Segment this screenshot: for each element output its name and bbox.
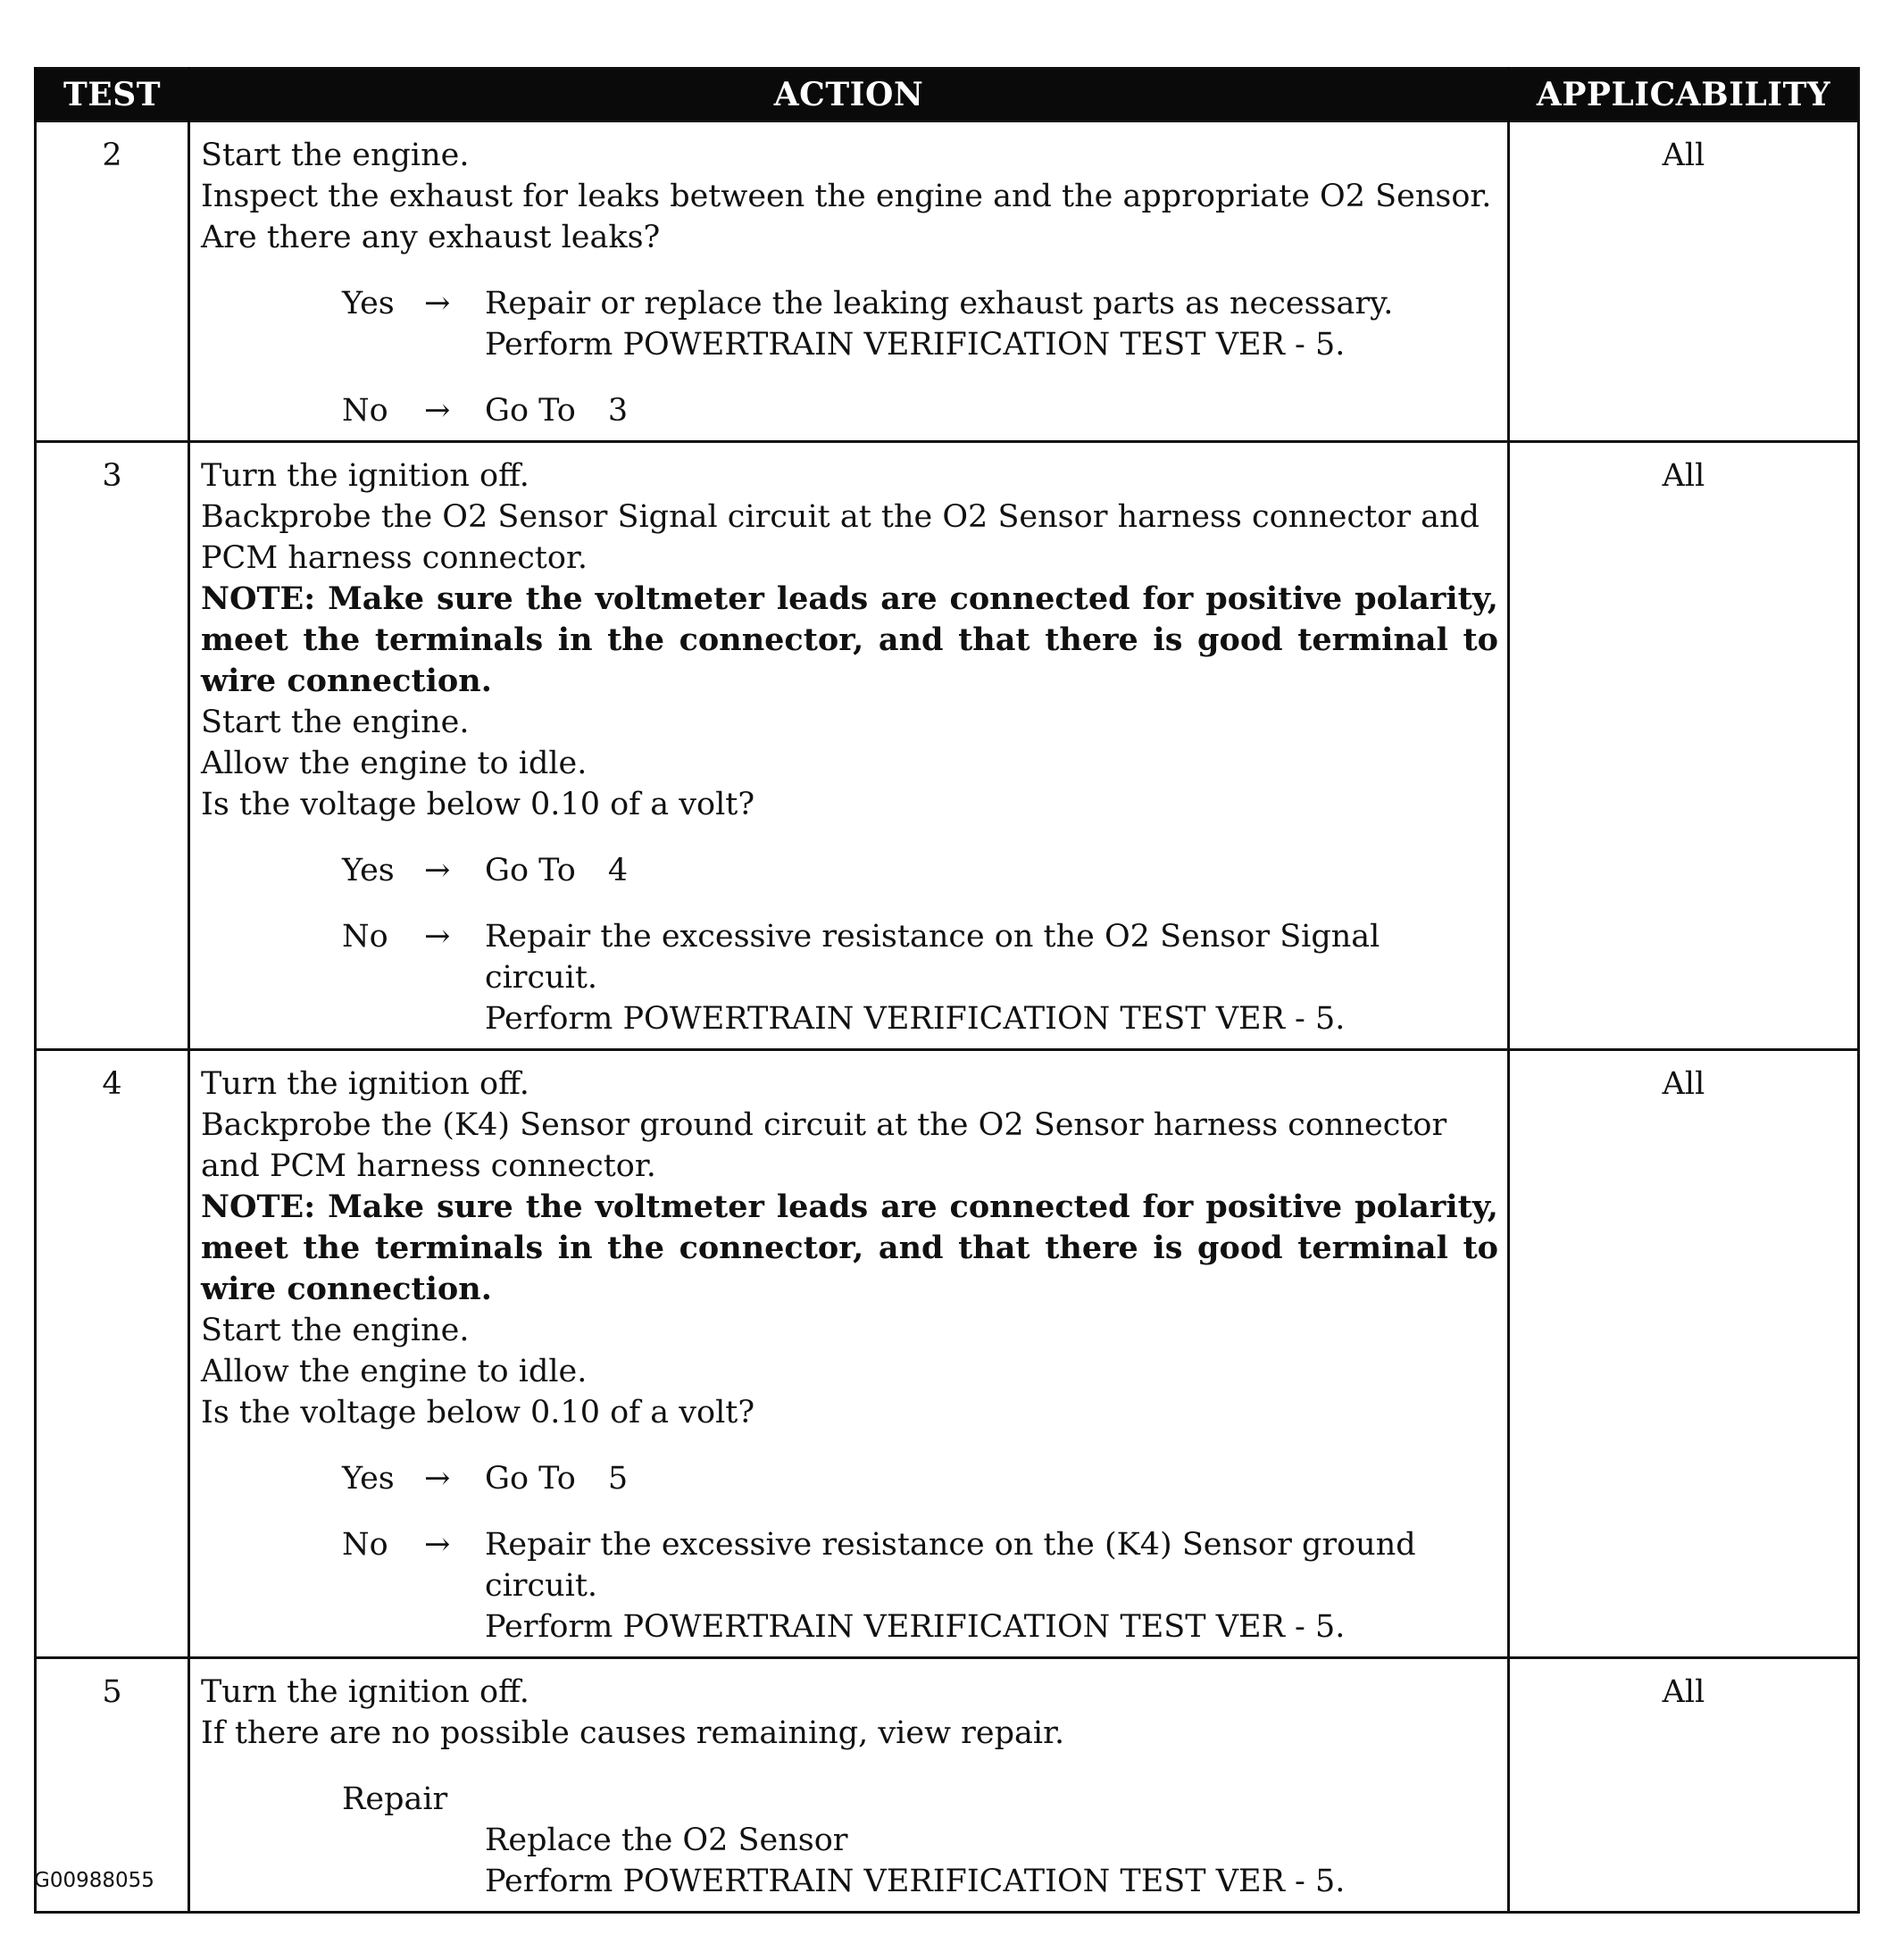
- action-step: Inspect the exhaust for leaks between the engine and the appropriate O2 Sensor.: [201, 179, 1492, 214]
- test-number: 2: [36, 121, 189, 442]
- applicability-value: All: [1509, 1658, 1859, 1913]
- note-text: NOTE: Make sure the voltmeter leads are connected for positive polarity, meet the terminals in the connector, and that there is good terminal to wire connection.: [201, 1189, 1498, 1307]
- goto-result: [485, 850, 1498, 891]
- action-cell: [189, 442, 1509, 1050]
- goto-test-number: 4: [607, 853, 629, 888]
- no-label: No: [342, 1527, 388, 1563]
- action-step: Turn the ignition off.: [201, 1066, 529, 1102]
- no-branch: [342, 1524, 1498, 1647]
- applicability-value: All: [1509, 121, 1859, 442]
- action-step: Start the engine.: [201, 1313, 470, 1348]
- yes-branch: [342, 850, 1498, 891]
- yes-label: Yes: [342, 1461, 395, 1497]
- repair-line: Perform POWERTRAIN VERIFICATION TEST VER - 5.: [485, 1864, 1346, 1899]
- diagnostic-test-table: [34, 67, 1860, 1914]
- yes-branch: [342, 1458, 1498, 1499]
- arrow-right-icon: →: [424, 853, 451, 888]
- table-row: [36, 1658, 1859, 1913]
- repair-block: [342, 1779, 1498, 1902]
- yes-label: Yes: [342, 286, 395, 321]
- test-number: 5: [36, 1658, 189, 1913]
- arrow-right-icon: →: [424, 286, 451, 321]
- no-label: No: [342, 919, 388, 955]
- applicability-value: All: [1509, 442, 1859, 1050]
- action-cell: [189, 1658, 1509, 1913]
- action-step: Turn the ignition off.: [201, 458, 529, 494]
- arrow-right-icon: →: [424, 919, 451, 955]
- goto-test-number: 5: [607, 1461, 629, 1497]
- goto-result: [485, 1458, 1498, 1499]
- goto-label: Go To: [485, 853, 576, 888]
- diagnostic-table-container: [34, 67, 1857, 1914]
- no-branch: [342, 390, 1498, 431]
- branch-result: [485, 283, 1498, 365]
- header-action: ACTION: [189, 69, 1509, 121]
- action-step: Start the engine.: [201, 705, 470, 740]
- test-number: 3: [36, 442, 189, 1050]
- no-branch: [342, 916, 1498, 1039]
- action-step: Backprobe the (K4) Sensor ground circuit at the O2 Sensor harness connector and PCM harness connector.: [201, 1107, 1447, 1184]
- action-step: Start the engine.: [201, 138, 470, 173]
- repair-instructions: [485, 1820, 1498, 1902]
- branch-result-line: Repair or replace the leaking exhaust parts as necessary.: [485, 286, 1394, 321]
- action-question: Is the voltage below 0.10 of a volt?: [201, 1395, 755, 1430]
- table-row: [36, 121, 1859, 442]
- note-text: NOTE: Make sure the voltmeter leads are connected for positive polarity, meet the terminals in the connector, and that there is good terminal to wire connection.: [201, 580, 1498, 699]
- applicability-value: All: [1509, 1050, 1859, 1658]
- action-cell: [189, 121, 1509, 442]
- branch-result-line: Repair the excessive resistance on the O2 Sensor Signal circuit.: [485, 919, 1380, 996]
- header-test: TEST: [36, 69, 189, 121]
- action-step: Allow the engine to idle.: [201, 746, 588, 781]
- goto-label: Go To: [485, 393, 576, 429]
- branch-result: [485, 916, 1498, 1039]
- header-applicability: APPLICABILITY: [1509, 69, 1859, 121]
- test-number: 4: [36, 1050, 189, 1658]
- action-question: Is the voltage below 0.10 of a volt?: [201, 787, 755, 822]
- arrow-right-icon: →: [424, 393, 451, 429]
- arrow-right-icon: →: [424, 1461, 451, 1497]
- table-header: [36, 69, 1859, 121]
- branch-result-line: Perform POWERTRAIN VERIFICATION TEST VER - 5.: [485, 327, 1346, 363]
- goto-result: [485, 390, 1498, 431]
- action-step: If there are no possible causes remaining, view repair.: [201, 1715, 1065, 1751]
- action-cell: [189, 1050, 1509, 1658]
- action-step: Backprobe the O2 Sensor Signal circuit at the O2 Sensor harness connector and PCM harness connector.: [201, 499, 1480, 576]
- branch-result: [485, 1524, 1498, 1647]
- arrow-right-icon: →: [424, 1527, 451, 1563]
- action-step: Turn the ignition off.: [201, 1674, 529, 1710]
- action-step: Allow the engine to idle.: [201, 1354, 588, 1389]
- goto-test-number: 3: [607, 393, 629, 429]
- branch-result-line: Perform POWERTRAIN VERIFICATION TEST VER - 5.: [485, 1609, 1346, 1645]
- table-row: [36, 442, 1859, 1050]
- repair-line: Replace the O2 Sensor: [485, 1822, 848, 1858]
- branch-result-line: Perform POWERTRAIN VERIFICATION TEST VER - 5.: [485, 1001, 1346, 1037]
- action-question: Are there any exhaust leaks?: [201, 220, 661, 255]
- branch-result-line: Repair the excessive resistance on the (K4) Sensor ground circuit.: [485, 1527, 1416, 1604]
- goto-label: Go To: [485, 1461, 576, 1497]
- figure-code: G00988055: [34, 1869, 154, 1892]
- no-label: No: [342, 393, 388, 429]
- yes-branch: [342, 283, 1498, 365]
- repair-label: Repair: [342, 1781, 448, 1817]
- yes-label: Yes: [342, 853, 395, 888]
- table-row: [36, 1050, 1859, 1658]
